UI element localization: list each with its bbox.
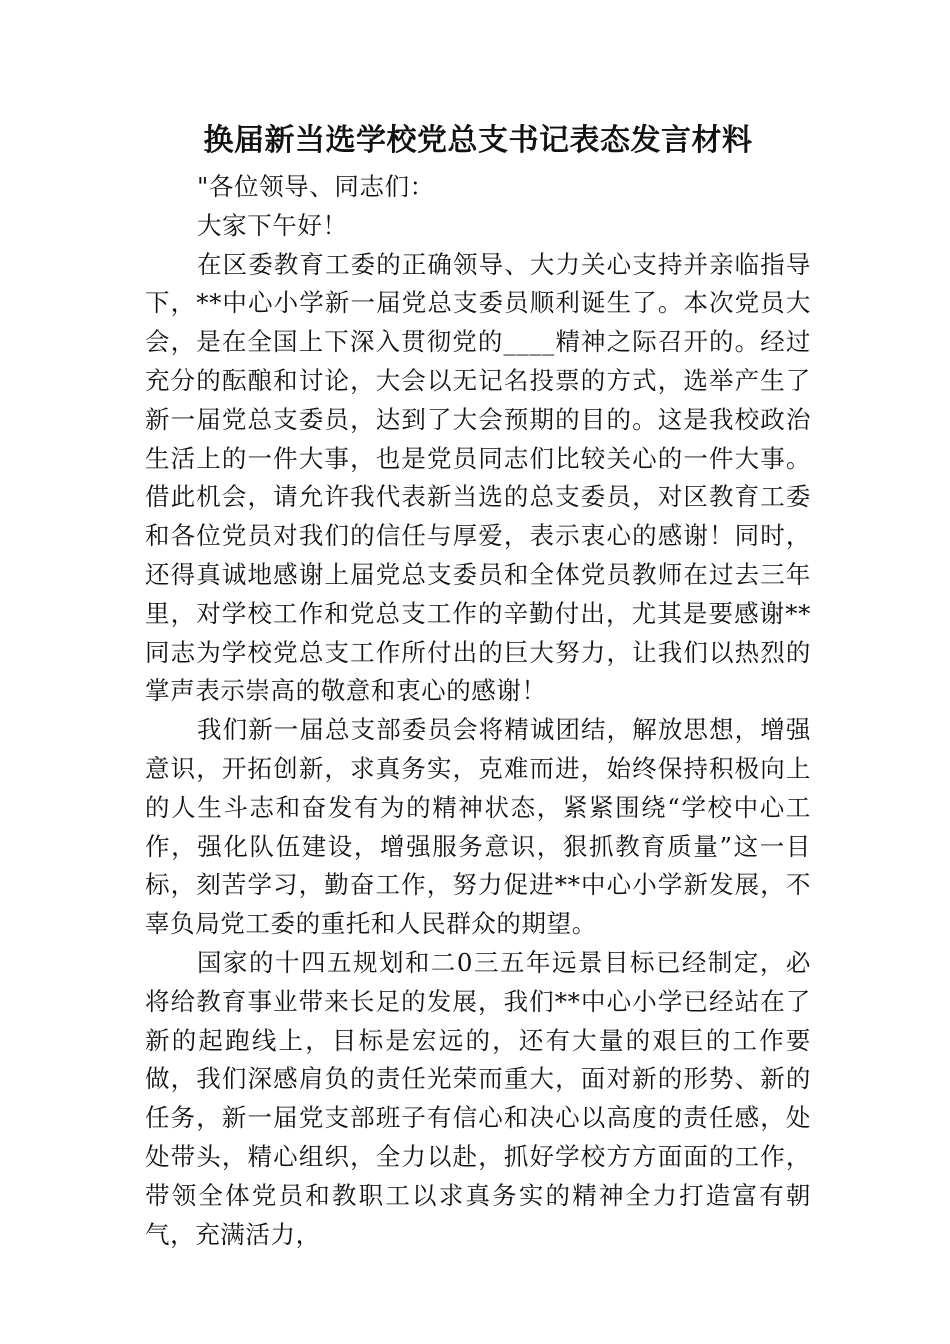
paragraph-body-3: 国家的十四五规划和二0三五年远景目标已经制定，必将给教育事业带来长足的发展，我们**中心小学已经站在了新的起跑线上，目标是宏远的，还有大量的艰巨的工作要做，我们深感肩负的责任光荣而重大，面对新的形势、新的任务，新一届党支部班子有信心和决心以高度的责任感，处处带头，精心组织，全力以赴，抓好学校方方面面的工作，带领全体党员和教职工以求真务实的精神全力打造富有朝气，充满活力， [145, 947, 811, 1249]
paragraph-greeting: "各位领导、同志们： [197, 172, 435, 201]
document-title: 换届新当选学校党总支书记表态发言材料 [203, 123, 753, 158]
paragraph-salutation: 大家下午好！ [197, 210, 348, 240]
paragraph-body-2: 我们新一届总支部委员会将精诚团结，解放思想，增强意识，开拓创新，求真务实，克难而进，始终保持积极向上的人生斗志和奋发有为的精神状态，紧紧围绕“学校中心工作，强化队伍建设，增强服务意识，狠抓教育质量”这一目标，刻苦学习，勤奋工作，努力促进**中心小学新发展，不辜负局党工委的重托和人民群众的期望。 [145, 715, 811, 939]
document-page [145, 118, 811, 1254]
paragraph-body-1: 在区委教育工委的正确领导、大力关心支持并亲临指导下，**中心小学新一届党总支委员顺利诞生了。本次党员大会，是在全国上下深入贯彻党的____精神之际召开的。经过充分的酝酿和讨论，大会以无记名投票的方式，选举产生了新一届党总支委员，达到了大会预期的目的。这是我校政治生活上的一件大事，也是党员同志们比较关心的一件大事。借此机会，请允许我代表新当选的总支委员，对区教育工委和各位党员对我们的信任与厚爱，表示衷心的感谢！同时，还得真诚地感谢上届党总支委员和全体党员教师在过去三年里，对学校工作和党总支工作的辛勤付出，尤其是要感谢**同志为学校党总支工作所付出的巨大努力，让我们以热烈的掌声表示崇高的敬意和衷心的感谢！ [145, 249, 811, 706]
